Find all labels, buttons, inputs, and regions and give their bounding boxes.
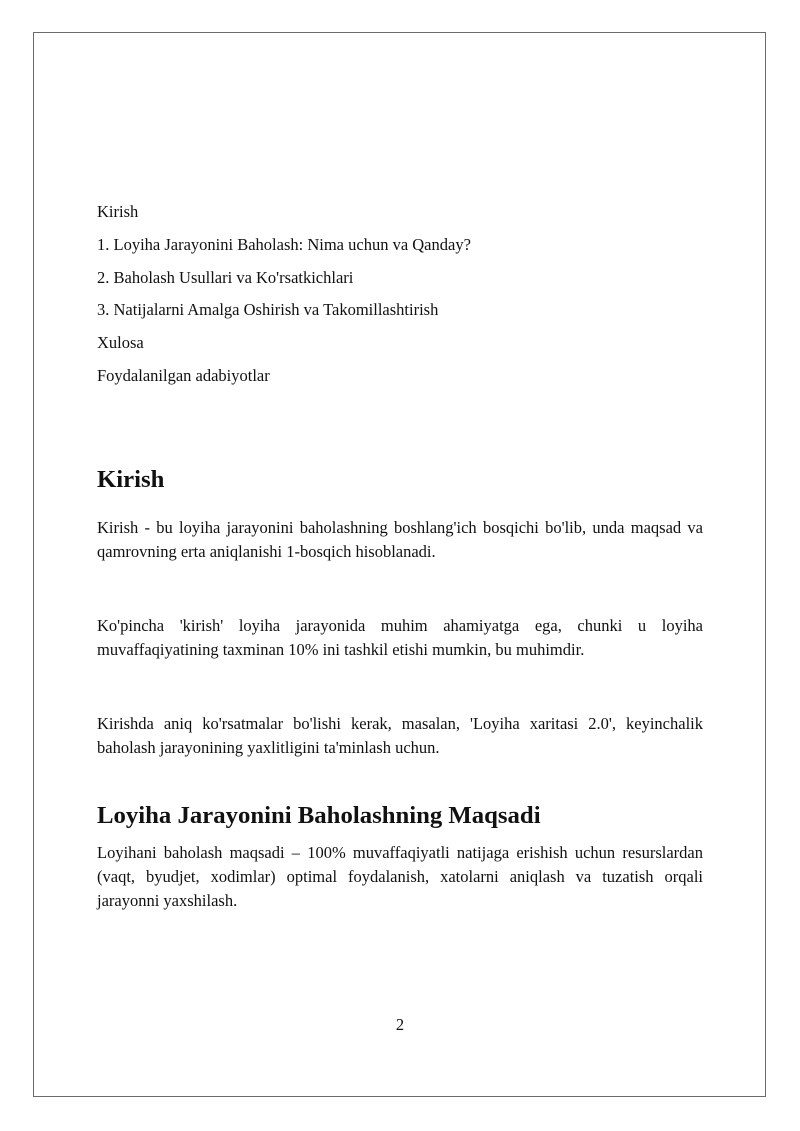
toc-item-chapter-2: 2. Baholash Usullari va Ko'rsatkichlari <box>97 267 354 287</box>
paragraph: Kirishda aniq ko'rsatmalar bo'lishi kerak, masalan, 'Loyiha xaritasi 2.0', keyinchalik baholash jarayonining yaxlitligini ta'minlash uchun. <box>97 713 703 757</box>
page-content <box>97 201 703 913</box>
paragraph: Loyihani baholash maqsadi – 100% muvaffaqiyatli natijaga erishish uchun resurslardan (vaqt, byudjet, xodimlar) optimal foydalanish, xatolarni aniqlash va tuzatish orqali jarayonni yaxshilash. <box>97 842 703 910</box>
page-number: 2 <box>395 1015 405 1034</box>
spacer <box>97 398 703 469</box>
toc-item-chapter-1: 1. Loyiha Jarayonini Baholash: Nima uchun va Qanday? <box>97 234 471 254</box>
toc-item-chapter-3: 3. Natijalarni Amalga Oshirish va Takomillashtirish <box>97 300 439 320</box>
section-heading-kirish: Kirish <box>97 465 165 493</box>
section-heading-maqsad: Loyiha Jarayonini Baholashning Maqsadi <box>97 801 541 829</box>
paragraph: Kirish - bu loyiha jarayonini baholashning boshlang'ich bosqichi bo'lib, unda maqsad va qamrovning erta aniqlanishi 1-bosqich hisoblanadi. <box>97 517 703 561</box>
toc-item-adabiyotlar: Foydalanilgan adabiyotlar <box>97 365 270 385</box>
paragraph: Ko'pincha 'kirish' loyiha jarayonida muhim ahamiyatga ega, chunki u loyiha muvaffaqiyatining taxminan 10% ini tashkil etishi mumkin, bu muhimdir. <box>97 615 703 659</box>
toc-item-kirish: Kirish <box>97 202 139 221</box>
table-of-contents <box>97 201 703 387</box>
toc-item-xulosa: Xulosa <box>97 333 144 353</box>
